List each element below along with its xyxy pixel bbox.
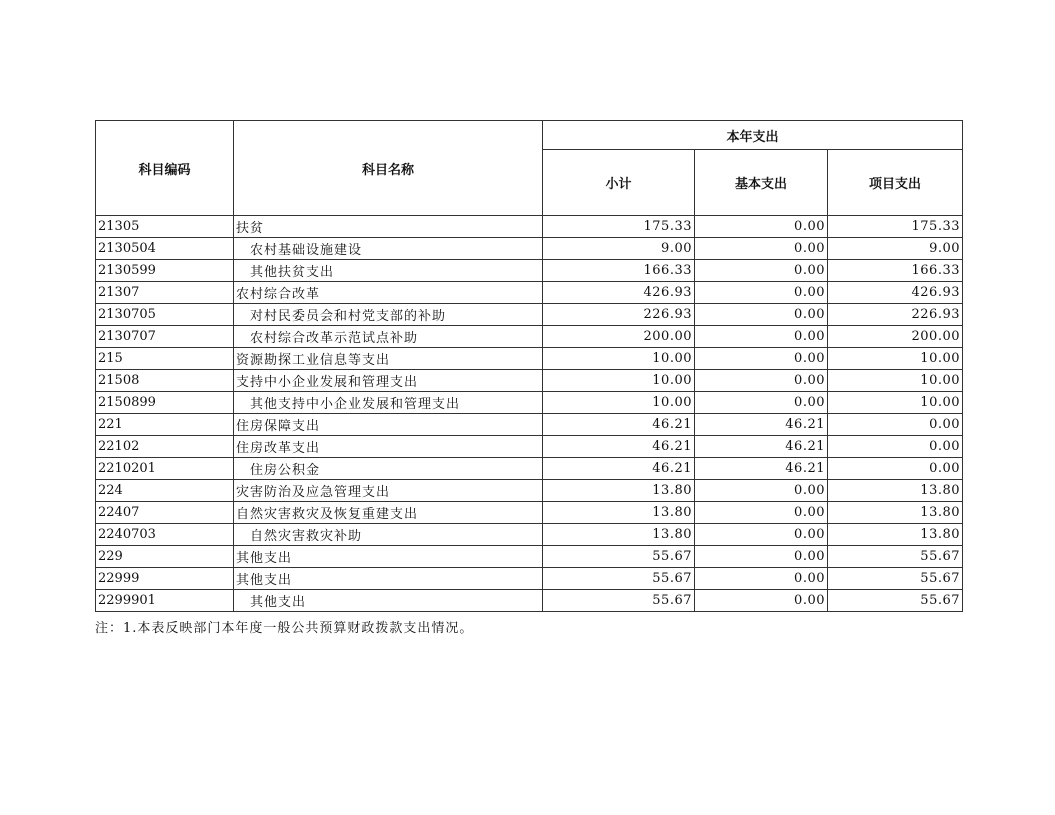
cell-project: 55.67 bbox=[828, 568, 963, 590]
cell-project: 426.93 bbox=[828, 282, 963, 304]
table-body bbox=[96, 216, 963, 612]
cell-code: 2299901 bbox=[96, 590, 234, 612]
cell-basic: 0.00 bbox=[695, 326, 828, 348]
cell-name: 其他支出 bbox=[234, 568, 543, 590]
cell-code: 22407 bbox=[96, 502, 234, 524]
header-basic: 基本支出 bbox=[695, 150, 828, 216]
cell-project: 13.80 bbox=[828, 502, 963, 524]
cell-project: 13.80 bbox=[828, 524, 963, 546]
cell-basic: 0.00 bbox=[695, 568, 828, 590]
cell-subtotal: 46.21 bbox=[543, 458, 695, 480]
cell-subtotal: 46.21 bbox=[543, 436, 695, 458]
budget-table bbox=[95, 120, 963, 612]
cell-subtotal: 166.33 bbox=[543, 260, 695, 282]
table-row bbox=[96, 502, 963, 524]
cell-subtotal: 10.00 bbox=[543, 392, 695, 414]
cell-name: 扶贫 bbox=[234, 216, 543, 238]
cell-basic: 0.00 bbox=[695, 590, 828, 612]
cell-project: 55.67 bbox=[828, 590, 963, 612]
cell-subtotal: 13.80 bbox=[543, 480, 695, 502]
cell-name: 资源勘探工业信息等支出 bbox=[234, 348, 543, 370]
cell-code: 221 bbox=[96, 414, 234, 436]
cell-basic: 0.00 bbox=[695, 392, 828, 414]
cell-project: 10.00 bbox=[828, 392, 963, 414]
table-row bbox=[96, 546, 963, 568]
cell-code: 21508 bbox=[96, 370, 234, 392]
cell-subtotal: 55.67 bbox=[543, 546, 695, 568]
cell-basic: 0.00 bbox=[695, 370, 828, 392]
cell-subtotal: 426.93 bbox=[543, 282, 695, 304]
header-annual-expenditure: 本年支出 bbox=[543, 121, 963, 150]
table-row bbox=[96, 436, 963, 458]
cell-project: 13.80 bbox=[828, 480, 963, 502]
header-project: 项目支出 bbox=[828, 150, 963, 216]
cell-code: 21307 bbox=[96, 282, 234, 304]
cell-subtotal: 200.00 bbox=[543, 326, 695, 348]
cell-project: 0.00 bbox=[828, 458, 963, 480]
cell-basic: 46.21 bbox=[695, 458, 828, 480]
cell-code: 2150899 bbox=[96, 392, 234, 414]
cell-basic: 46.21 bbox=[695, 414, 828, 436]
cell-basic: 0.00 bbox=[695, 546, 828, 568]
cell-code: 215 bbox=[96, 348, 234, 370]
table-row bbox=[96, 216, 963, 238]
cell-project: 10.00 bbox=[828, 370, 963, 392]
table-row bbox=[96, 524, 963, 546]
table-row bbox=[96, 590, 963, 612]
cell-basic: 0.00 bbox=[695, 502, 828, 524]
cell-subtotal: 10.00 bbox=[543, 348, 695, 370]
header-subtotal: 小计 bbox=[543, 150, 695, 216]
cell-subtotal: 13.80 bbox=[543, 524, 695, 546]
cell-code: 21305 bbox=[96, 216, 234, 238]
table-row bbox=[96, 392, 963, 414]
cell-project: 0.00 bbox=[828, 436, 963, 458]
table-row bbox=[96, 370, 963, 392]
cell-subtotal: 175.33 bbox=[543, 216, 695, 238]
cell-name: 自然灾害救灾补助 bbox=[234, 524, 543, 546]
header-name: 科目名称 bbox=[234, 121, 543, 216]
cell-code: 2130705 bbox=[96, 304, 234, 326]
cell-name: 其他扶贫支出 bbox=[234, 260, 543, 282]
cell-name: 住房保障支出 bbox=[234, 414, 543, 436]
table-row bbox=[96, 304, 963, 326]
cell-project: 10.00 bbox=[828, 348, 963, 370]
cell-subtotal: 55.67 bbox=[543, 590, 695, 612]
cell-project: 226.93 bbox=[828, 304, 963, 326]
cell-code: 224 bbox=[96, 480, 234, 502]
cell-basic: 0.00 bbox=[695, 524, 828, 546]
header-code: 科目编码 bbox=[96, 121, 234, 216]
cell-basic: 0.00 bbox=[695, 348, 828, 370]
table-row bbox=[96, 568, 963, 590]
cell-name: 住房公积金 bbox=[234, 458, 543, 480]
cell-subtotal: 13.80 bbox=[543, 502, 695, 524]
table-row bbox=[96, 348, 963, 370]
cell-name: 其他支出 bbox=[234, 590, 543, 612]
cell-project: 175.33 bbox=[828, 216, 963, 238]
table-row bbox=[96, 238, 963, 260]
cell-name: 灾害防治及应急管理支出 bbox=[234, 480, 543, 502]
cell-name: 其他支出 bbox=[234, 546, 543, 568]
cell-name: 农村基础设施建设 bbox=[234, 238, 543, 260]
cell-basic: 0.00 bbox=[695, 480, 828, 502]
table-row bbox=[96, 326, 963, 348]
table-row bbox=[96, 480, 963, 502]
cell-project: 55.67 bbox=[828, 546, 963, 568]
cell-code: 2130707 bbox=[96, 326, 234, 348]
cell-project: 0.00 bbox=[828, 414, 963, 436]
cell-code: 2240703 bbox=[96, 524, 234, 546]
cell-name: 住房改革支出 bbox=[234, 436, 543, 458]
table-row bbox=[96, 414, 963, 436]
cell-project: 166.33 bbox=[828, 260, 963, 282]
table-note: 注：1.本表反映部门本年度一般公共预算财政拨款支出情况。 bbox=[95, 621, 474, 636]
cell-subtotal: 10.00 bbox=[543, 370, 695, 392]
table-header bbox=[96, 121, 963, 216]
cell-name: 自然灾害救灾及恢复重建支出 bbox=[234, 502, 543, 524]
cell-name: 农村综合改革示范试点补助 bbox=[234, 326, 543, 348]
header-row-1 bbox=[96, 121, 963, 150]
cell-name: 其他支持中小企业发展和管理支出 bbox=[234, 392, 543, 414]
cell-name: 对村民委员会和村党支部的补助 bbox=[234, 304, 543, 326]
cell-basic: 0.00 bbox=[695, 238, 828, 260]
cell-subtotal: 9.00 bbox=[543, 238, 695, 260]
cell-code: 2130599 bbox=[96, 260, 234, 282]
cell-subtotal: 226.93 bbox=[543, 304, 695, 326]
cell-name: 支持中小企业发展和管理支出 bbox=[234, 370, 543, 392]
cell-code: 229 bbox=[96, 546, 234, 568]
table-row bbox=[96, 260, 963, 282]
table-row bbox=[96, 282, 963, 304]
table-row bbox=[96, 458, 963, 480]
cell-project: 9.00 bbox=[828, 238, 963, 260]
cell-basic: 0.00 bbox=[695, 304, 828, 326]
cell-basic: 0.00 bbox=[695, 282, 828, 304]
cell-subtotal: 55.67 bbox=[543, 568, 695, 590]
cell-basic: 0.00 bbox=[695, 216, 828, 238]
cell-code: 22102 bbox=[96, 436, 234, 458]
cell-code: 2130504 bbox=[96, 238, 234, 260]
cell-project: 200.00 bbox=[828, 326, 963, 348]
cell-basic: 46.21 bbox=[695, 436, 828, 458]
cell-subtotal: 46.21 bbox=[543, 414, 695, 436]
cell-code: 22999 bbox=[96, 568, 234, 590]
cell-code: 2210201 bbox=[96, 458, 234, 480]
cell-basic: 0.00 bbox=[695, 260, 828, 282]
cell-name: 农村综合改革 bbox=[234, 282, 543, 304]
